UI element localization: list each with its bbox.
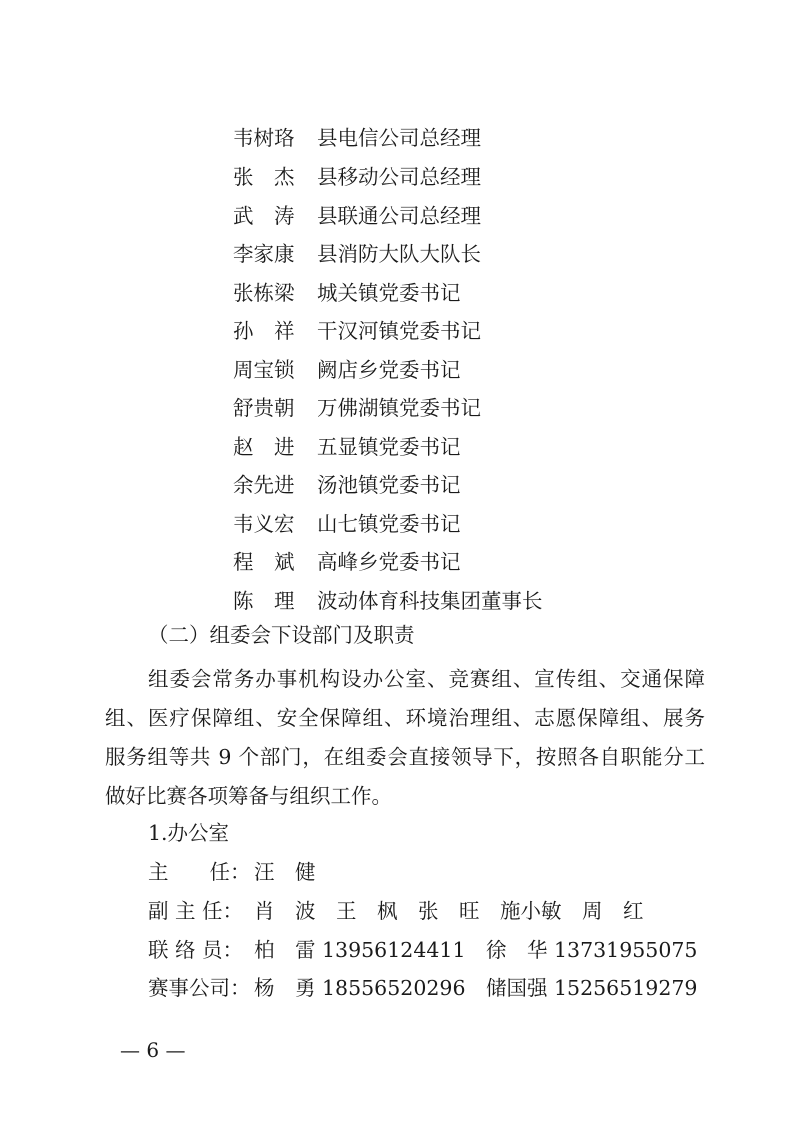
member-name: 韦树珞 [233,126,295,150]
paragraph-line: 服务组等共 9 个部门，在组委会直接领导下，按照各自职能分工 [105,745,705,769]
member-row [233,240,481,268]
member-row [233,202,481,230]
member-name: 孙 祥 [233,319,295,343]
member-title: 城关镇党委书记 [317,281,461,305]
member-name: 陈 理 [233,589,295,613]
member-name: 舒贵朝 [233,396,295,420]
member-name: 张栋梁 [233,281,295,305]
member-title: 山七镇党委书记 [317,512,461,536]
member-title: 万佛湖镇党委书记 [317,396,481,420]
member-title: 县电信公司总经理 [317,126,481,150]
member-row [233,394,481,422]
office-row-deputy [148,897,644,925]
member-name: 张 杰 [233,165,295,189]
row-value: 杨 勇 18556520296 储国强 15256519279 [254,976,698,1000]
member-row [233,317,481,345]
office-row-liaison [148,936,697,964]
member-title: 县移动公司总经理 [317,165,481,189]
member-title: 县联通公司总经理 [317,204,481,228]
member-name: 韦义宏 [233,512,295,536]
row-value: 柏 雷 13956124411 徐 华 13731955075 [254,938,698,962]
member-name: 李家康 [233,242,295,266]
paragraph-line: 组、医疗保障组、安全保障组、环境治理组、志愿保障组、展务 [105,706,705,730]
row-value: 汪 健 [254,860,316,884]
office-row-director [148,858,316,886]
member-row [233,124,481,152]
page-number: — 6 — [120,1038,186,1062]
office-row-event-company [148,974,697,1002]
member-row [233,510,461,538]
member-title: 汤池镇党委书记 [317,473,461,497]
row-label: 联 络 员： [148,938,244,962]
member-row [233,548,461,576]
member-name: 余先进 [233,473,295,497]
row-label: 赛事公司： [148,976,251,1000]
member-row [233,471,461,499]
member-title: 五显镇党委书记 [317,435,461,459]
member-title: 高峰乡党委书记 [317,550,461,574]
member-name: 程 斌 [233,550,295,574]
member-title: 阙店乡党委书记 [317,358,461,382]
member-row [233,279,461,307]
member-title: 波动体育科技集团董事长 [317,589,543,613]
section-heading: （二）组委会下设部门及职责 [148,623,415,647]
member-row [233,356,461,384]
member-name: 武 涛 [233,204,295,228]
member-name: 赵 进 [233,435,295,459]
row-value: 肖 波 王 枫 张 旺 施小敏 周 红 [254,899,644,923]
paragraph-line: 做好比赛各项筹备与组织工作。 [105,784,392,808]
member-title: 县消防大队大队长 [317,242,481,266]
member-row [233,163,481,191]
paragraph-line: 组委会常务办事机构设办公室、竞赛组、宣传组、交通保障 [148,667,705,691]
member-name: 周宝锁 [233,358,295,382]
member-title: 干汉河镇党委书记 [317,319,481,343]
office-title: 1.办公室 [148,821,230,845]
row-label: 主 任： [148,860,251,884]
member-row [233,433,461,461]
department-paragraph [105,660,705,816]
member-row [233,587,543,615]
row-label: 副 主 任： [148,899,244,923]
